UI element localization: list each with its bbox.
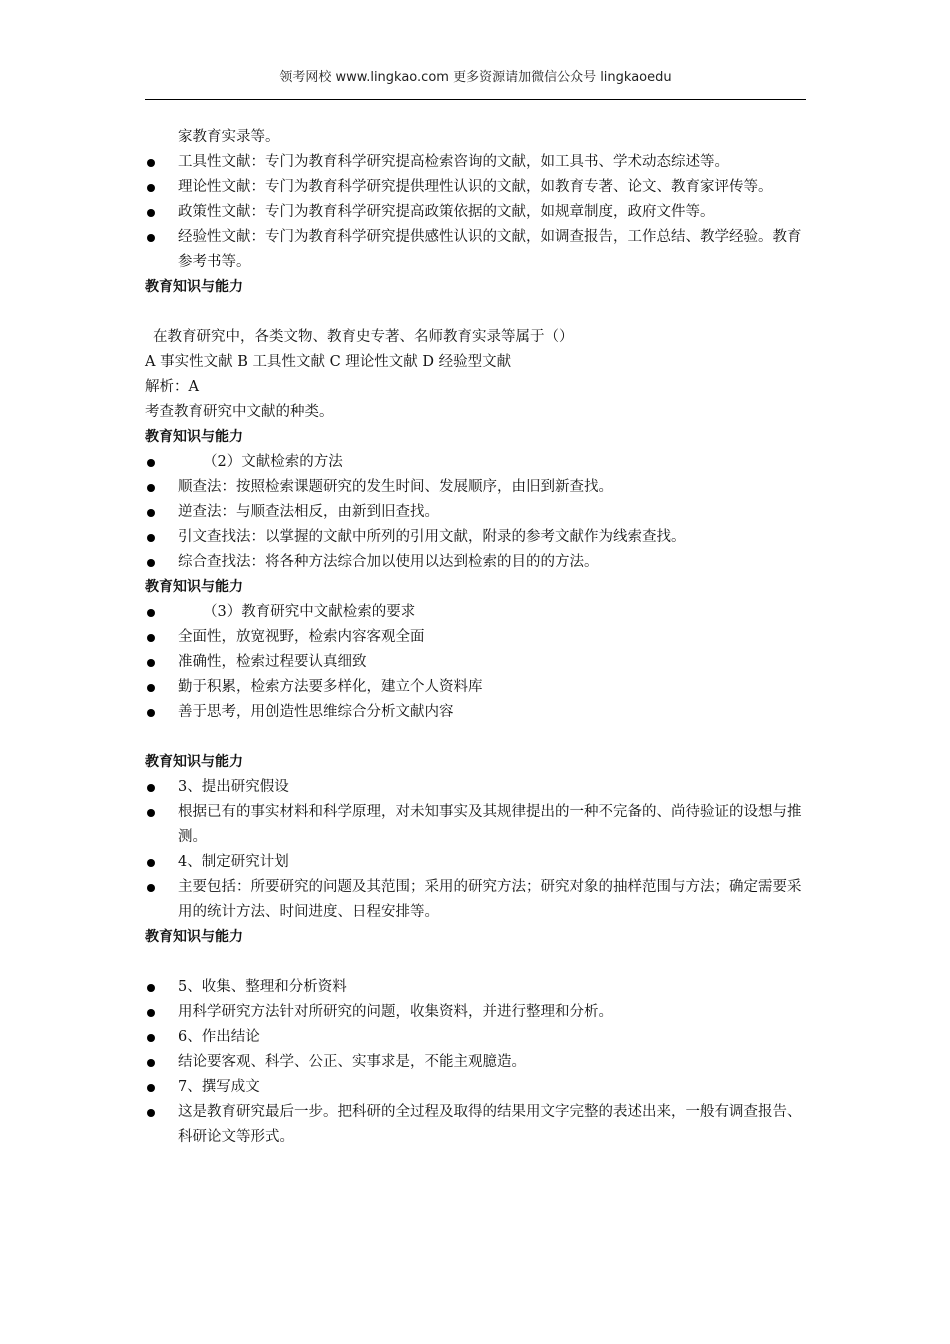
bullet-icon <box>147 784 155 792</box>
bullet-icon <box>147 884 155 892</box>
list-item: 善于思考，用创造性思维综合分析文献内容 <box>145 700 806 725</box>
list-item: 逆查法：与顺查法相反，由新到旧查找。 <box>145 500 806 525</box>
bullet-icon <box>147 509 155 517</box>
page-header: 领考网校 www.lingkao.com 更多资源请加微信公众号 lingkaoedu <box>279 70 672 85</box>
blank-line <box>145 725 806 750</box>
section-heading: 教育知识与能力 <box>145 579 243 595</box>
list-item: 4、制定研究计划 <box>145 850 806 875</box>
bullet-icon <box>147 534 155 542</box>
list-item: （3）教育研究中文献检索的要求 <box>145 600 806 625</box>
list-item: 工具性文献：专门为教育科学研究提高检索咨询的文献，如工具书、学术动态综述等。 <box>145 150 806 175</box>
bullet-icon <box>147 159 155 167</box>
section-heading: 教育知识与能力 <box>145 279 243 295</box>
bullet-icon <box>147 1034 155 1042</box>
section-heading: 教育知识与能力 <box>145 429 243 445</box>
list-item: 勤于积累，检索方法要多样化，建立个人资料库 <box>145 675 806 700</box>
list-item: 主要包括：所要研究的问题及其范围；采用的研究方法；研究对象的抽样范围与方法；确定需要采用的统计方法、时间进度、日程安排等。 <box>145 875 806 925</box>
list-item: 综合查找法：将各种方法综合加以使用以达到检索的目的的方法。 <box>145 550 806 575</box>
list-item: 全面性，放宽视野，检索内容客观全面 <box>145 625 806 650</box>
list-item: 根据已有的事实材料和科学原理，对未知事实及其规律提出的一种不完备的、尚待验证的设想与推测。 <box>145 800 806 850</box>
bullet-icon <box>147 459 155 467</box>
list-item: （2）文献检索的方法 <box>145 450 806 475</box>
bullet-icon <box>147 184 155 192</box>
bullet-icon <box>147 684 155 692</box>
list-item: 3、提出研究假设 <box>145 775 806 800</box>
section-heading: 教育知识与能力 <box>145 754 243 770</box>
bullet-icon <box>147 1109 155 1117</box>
question-answer: 解析：A <box>145 379 199 395</box>
question-explanation: 考查教育研究中文献的种类。 <box>145 404 334 420</box>
bullet-icon <box>147 209 155 217</box>
list-item: 政策性文献：专门为教育科学研究提高政策依据的文献，如规章制度，政府文件等。 <box>145 200 806 225</box>
continued-text: 家教育实录等。 <box>178 129 280 145</box>
bullet-icon <box>147 1084 155 1092</box>
list-item: 顺查法：按照检索课题研究的发生时间、发展顺序，由旧到新查找。 <box>145 475 806 500</box>
list-item: 引文查找法：以掌握的文献中所列的引用文献，附录的参考文献作为线索查找。 <box>145 525 806 550</box>
blank-line <box>145 950 806 975</box>
list-item: 经验性文献：专门为教育科学研究提供感性认识的文献，如调查报告，工作总结、教学经验。教育参考书等。 <box>145 225 806 275</box>
bullet-icon <box>147 234 155 242</box>
list-item: 准确性，检索过程要认真细致 <box>145 650 806 675</box>
question-stem: 在教育研究中，各类文物、教育史专著、名师教育实录等属于（） <box>153 329 574 345</box>
bullet-icon <box>147 709 155 717</box>
bullet-icon <box>147 1009 155 1017</box>
blank-line <box>145 300 806 325</box>
list-item: 6、作出结论 <box>145 1025 806 1050</box>
document-body <box>145 125 806 1150</box>
list-item: 理论性文献：专门为教育科学研究提供理性认识的文献，如教育专著、论文、教育家评传等。 <box>145 175 806 200</box>
header-divider <box>145 99 806 100</box>
bullet-icon <box>147 484 155 492</box>
question-options: A 事实性文献 B 工具性文献 C 理论性文献 D 经验型文献 <box>145 354 512 370</box>
list-item: 结论要客观、科学、公正、实事求是，不能主观臆造。 <box>145 1050 806 1075</box>
list-item: 用科学研究方法针对所研究的问题，收集资料，并进行整理和分析。 <box>145 1000 806 1025</box>
list-item: 7、撰写成文 <box>145 1075 806 1100</box>
bullet-icon <box>147 659 155 667</box>
bullet-icon <box>147 559 155 567</box>
bullet-icon <box>147 859 155 867</box>
bullet-icon <box>147 634 155 642</box>
list-item: 5、收集、整理和分析资料 <box>145 975 806 1000</box>
list-item: 这是教育研究最后一步。把科研的全过程及取得的结果用文字完整的表述出来，一般有调查报告、科研论文等形式。 <box>145 1100 806 1150</box>
bullet-icon <box>147 809 155 817</box>
section-heading: 教育知识与能力 <box>145 929 243 945</box>
bullet-icon <box>147 984 155 992</box>
bullet-icon <box>147 1059 155 1067</box>
bullet-icon <box>147 609 155 617</box>
